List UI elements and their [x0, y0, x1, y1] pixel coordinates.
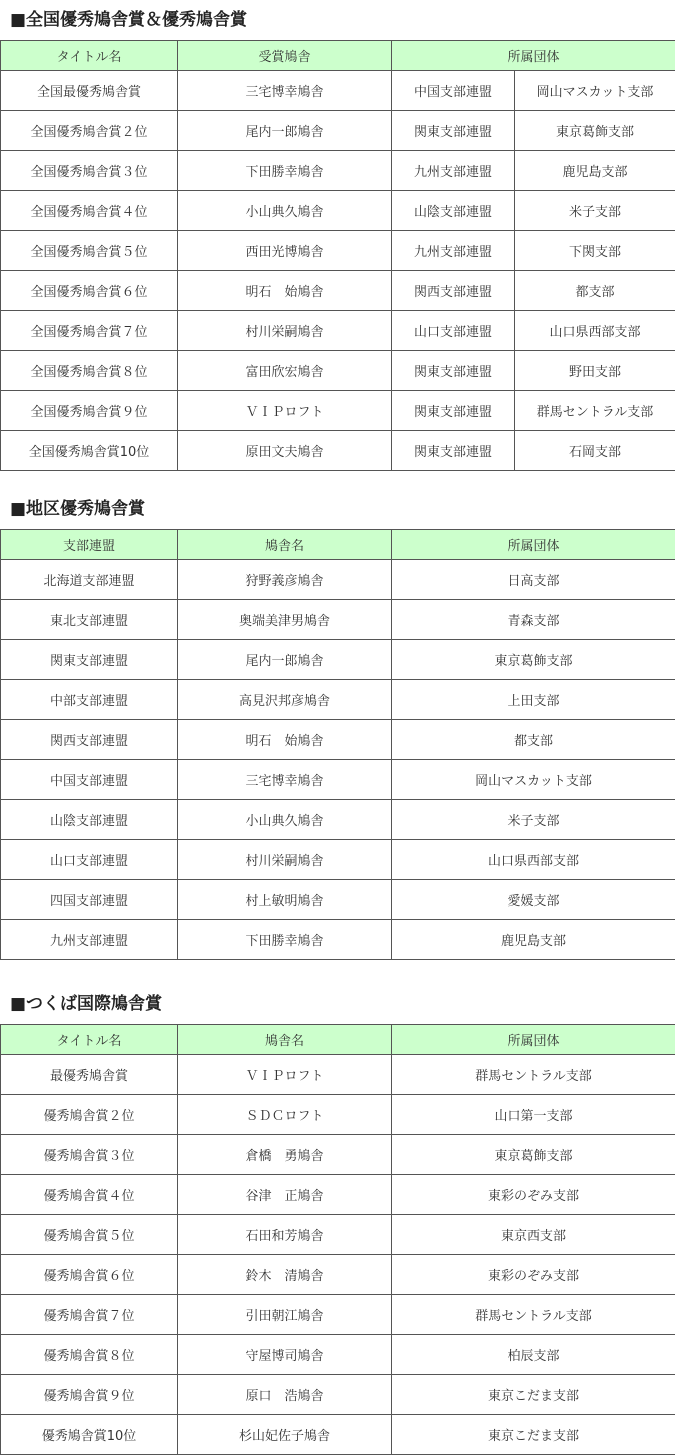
loft-cell: 高見沢邦彦鳩舎	[178, 680, 392, 720]
table-row	[1, 271, 675, 311]
title-cell: 優秀鳩舎賞２位	[1, 1095, 178, 1135]
loft-cell: 村川栄嗣鳩舎	[178, 311, 392, 351]
national-award-section	[0, 0, 675, 471]
table-row	[1, 1175, 675, 1215]
header-loft: 鳩舎名	[178, 530, 392, 560]
title-cell: 北海道支部連盟	[1, 560, 178, 600]
affiliation-cell: 柏辰支部	[392, 1335, 675, 1375]
title-cell: 中国支部連盟	[1, 760, 178, 800]
title-cell: 全国優秀鳩舎賞７位	[1, 311, 178, 351]
table-header-row	[1, 1025, 675, 1055]
table-row	[1, 1295, 675, 1335]
loft-cell: 谷津 正鳩舎	[178, 1175, 392, 1215]
federation-cell: 関西支部連盟	[392, 271, 515, 311]
table-row	[1, 231, 675, 271]
regional-award-section	[0, 489, 675, 960]
affiliation-cell: 群馬セントラル支部	[392, 1055, 675, 1095]
affiliation-cell: 岡山マスカット支部	[392, 760, 675, 800]
section-title: ■全国優秀鳩舎賞＆優秀鳩舎賞	[0, 0, 675, 40]
header-title: タイトル名	[1, 1025, 178, 1055]
table-row	[1, 760, 675, 800]
table-row	[1, 351, 675, 391]
loft-cell: 鈴木 清鳩舎	[178, 1255, 392, 1295]
federation-cell: 山口支部連盟	[392, 311, 515, 351]
affiliation-cell: 群馬セントラル支部	[392, 1295, 675, 1335]
affiliation-cell: 上田支部	[392, 680, 675, 720]
branch-cell: 岡山マスカット支部	[515, 71, 675, 111]
branch-cell: 野田支部	[515, 351, 675, 391]
table-row	[1, 680, 675, 720]
loft-cell: 狩野義彦鳩舎	[178, 560, 392, 600]
table-row	[1, 1375, 675, 1415]
affiliation-cell: 東京葛飾支部	[392, 1135, 675, 1175]
loft-cell: 富田欣宏鳩舎	[178, 351, 392, 391]
tsukuba-award-table	[0, 1024, 675, 1455]
loft-cell: 小山典久鳩舎	[178, 800, 392, 840]
table-row	[1, 840, 675, 880]
branch-cell: 石岡支部	[515, 431, 675, 471]
loft-cell: 村川栄嗣鳩舎	[178, 840, 392, 880]
branch-cell: 都支部	[515, 271, 675, 311]
loft-cell: 西田光博鳩舎	[178, 231, 392, 271]
header-affiliation: 所属団体	[392, 1025, 675, 1055]
loft-cell: ＶＩＰロフト	[178, 1055, 392, 1095]
loft-cell: 原口 浩鳩舎	[178, 1375, 392, 1415]
loft-cell: 引田朝江鳩舎	[178, 1295, 392, 1335]
affiliation-cell: 東彩のぞみ支部	[392, 1175, 675, 1215]
table-header-row	[1, 41, 675, 71]
header-federation: 支部連盟	[1, 530, 178, 560]
affiliation-cell: 山口県西部支部	[392, 840, 675, 880]
title-cell: 東北支部連盟	[1, 600, 178, 640]
branch-cell: 山口県西部支部	[515, 311, 675, 351]
table-row	[1, 1055, 675, 1095]
title-cell: 優秀鳩舎賞５位	[1, 1215, 178, 1255]
affiliation-cell: 東京こだま支部	[392, 1375, 675, 1415]
header-loft: 受賞鳩舎	[178, 41, 392, 71]
federation-cell: 中国支部連盟	[392, 71, 515, 111]
header-affiliation: 所属団体	[392, 530, 675, 560]
loft-cell: 三宅博幸鳩舎	[178, 71, 392, 111]
affiliation-cell: 青森支部	[392, 600, 675, 640]
affiliation-cell: 米子支部	[392, 800, 675, 840]
federation-cell: 関東支部連盟	[392, 351, 515, 391]
title-cell: 山陰支部連盟	[1, 800, 178, 840]
federation-cell: 関東支部連盟	[392, 431, 515, 471]
table-row	[1, 311, 675, 351]
table-row	[1, 1095, 675, 1135]
affiliation-cell: 鹿児島支部	[392, 920, 675, 960]
title-cell: 優秀鳩舎賞８位	[1, 1335, 178, 1375]
affiliation-cell: 山口第一支部	[392, 1095, 675, 1135]
federation-cell: 九州支部連盟	[392, 151, 515, 191]
table-row	[1, 391, 675, 431]
loft-cell: 明石 始鳩舎	[178, 271, 392, 311]
loft-cell: 下田勝幸鳩舎	[178, 151, 392, 191]
section-title: ■つくば国際鳩舎賞	[0, 984, 675, 1024]
affiliation-cell: 東京こだま支部	[392, 1415, 675, 1455]
title-cell: 優秀鳩舎賞９位	[1, 1375, 178, 1415]
loft-cell: 尾内一郎鳩舎	[178, 111, 392, 151]
section-title: ■地区優秀鳩舎賞	[0, 489, 675, 529]
loft-cell: 守屋博司鳩舎	[178, 1335, 392, 1375]
table-row	[1, 920, 675, 960]
title-cell: 優秀鳩舎賞４位	[1, 1175, 178, 1215]
loft-cell: 奥端美津男鳩舎	[178, 600, 392, 640]
title-cell: 全国最優秀鳩舎賞	[1, 71, 178, 111]
affiliation-cell: 日高支部	[392, 560, 675, 600]
header-affiliation: 所属団体	[392, 41, 675, 71]
table-row	[1, 1215, 675, 1255]
federation-cell: 関東支部連盟	[392, 111, 515, 151]
title-cell: 優秀鳩舎賞６位	[1, 1255, 178, 1295]
header-loft: 鳩舎名	[178, 1025, 392, 1055]
title-cell: 全国優秀鳩舎賞４位	[1, 191, 178, 231]
header-title: タイトル名	[1, 41, 178, 71]
title-cell: 全国優秀鳩舎賞９位	[1, 391, 178, 431]
affiliation-cell: 都支部	[392, 720, 675, 760]
table-row	[1, 880, 675, 920]
table-row	[1, 800, 675, 840]
title-cell: 関西支部連盟	[1, 720, 178, 760]
loft-cell: 倉橋 勇鳩舎	[178, 1135, 392, 1175]
federation-cell: 九州支部連盟	[392, 231, 515, 271]
loft-cell: 原田文夫鳩舎	[178, 431, 392, 471]
title-cell: 優秀鳩舎賞10位	[1, 1415, 178, 1455]
table-row	[1, 720, 675, 760]
loft-cell: 杉山妃佐子鳩舎	[178, 1415, 392, 1455]
federation-cell: 山陰支部連盟	[392, 191, 515, 231]
branch-cell: 東京葛飾支部	[515, 111, 675, 151]
table-row	[1, 111, 675, 151]
affiliation-cell: 東彩のぞみ支部	[392, 1255, 675, 1295]
national-award-table	[0, 40, 675, 471]
federation-cell: 関東支部連盟	[392, 391, 515, 431]
tsukuba-award-section	[0, 984, 675, 1455]
regional-award-table	[0, 529, 675, 960]
affiliation-cell: 東京葛飾支部	[392, 640, 675, 680]
title-cell: 全国優秀鳩舎賞３位	[1, 151, 178, 191]
title-cell: 優秀鳩舎賞３位	[1, 1135, 178, 1175]
branch-cell: 群馬セントラル支部	[515, 391, 675, 431]
table-row	[1, 1135, 675, 1175]
loft-cell: 村上敏明鳩舎	[178, 880, 392, 920]
affiliation-cell: 東京西支部	[392, 1215, 675, 1255]
title-cell: 全国優秀鳩舎賞２位	[1, 111, 178, 151]
title-cell: 最優秀鳩舎賞	[1, 1055, 178, 1095]
branch-cell: 鹿児島支部	[515, 151, 675, 191]
loft-cell: 尾内一郎鳩舎	[178, 640, 392, 680]
title-cell: 四国支部連盟	[1, 880, 178, 920]
table-row	[1, 191, 675, 231]
title-cell: 山口支部連盟	[1, 840, 178, 880]
table-row	[1, 640, 675, 680]
title-cell: 九州支部連盟	[1, 920, 178, 960]
loft-cell: ＶＩＰロフト	[178, 391, 392, 431]
title-cell: 関東支部連盟	[1, 640, 178, 680]
title-cell: 全国優秀鳩舎賞10位	[1, 431, 178, 471]
title-cell: 全国優秀鳩舎賞５位	[1, 231, 178, 271]
branch-cell: 下関支部	[515, 231, 675, 271]
table-row	[1, 1415, 675, 1455]
loft-cell: ＳＤＣロフト	[178, 1095, 392, 1135]
table-row	[1, 71, 675, 111]
loft-cell: 石田和芳鳩舎	[178, 1215, 392, 1255]
table-header-row	[1, 530, 675, 560]
title-cell: 全国優秀鳩舎賞８位	[1, 351, 178, 391]
branch-cell: 米子支部	[515, 191, 675, 231]
affiliation-cell: 愛媛支部	[392, 880, 675, 920]
table-row	[1, 151, 675, 191]
table-row	[1, 600, 675, 640]
table-row	[1, 1335, 675, 1375]
loft-cell: 小山典久鳩舎	[178, 191, 392, 231]
table-row	[1, 560, 675, 600]
loft-cell: 三宅博幸鳩舎	[178, 760, 392, 800]
title-cell: 全国優秀鳩舎賞６位	[1, 271, 178, 311]
loft-cell: 明石 始鳩舎	[178, 720, 392, 760]
title-cell: 優秀鳩舎賞７位	[1, 1295, 178, 1335]
table-row	[1, 1255, 675, 1295]
table-row	[1, 431, 675, 471]
title-cell: 中部支部連盟	[1, 680, 178, 720]
loft-cell: 下田勝幸鳩舎	[178, 920, 392, 960]
